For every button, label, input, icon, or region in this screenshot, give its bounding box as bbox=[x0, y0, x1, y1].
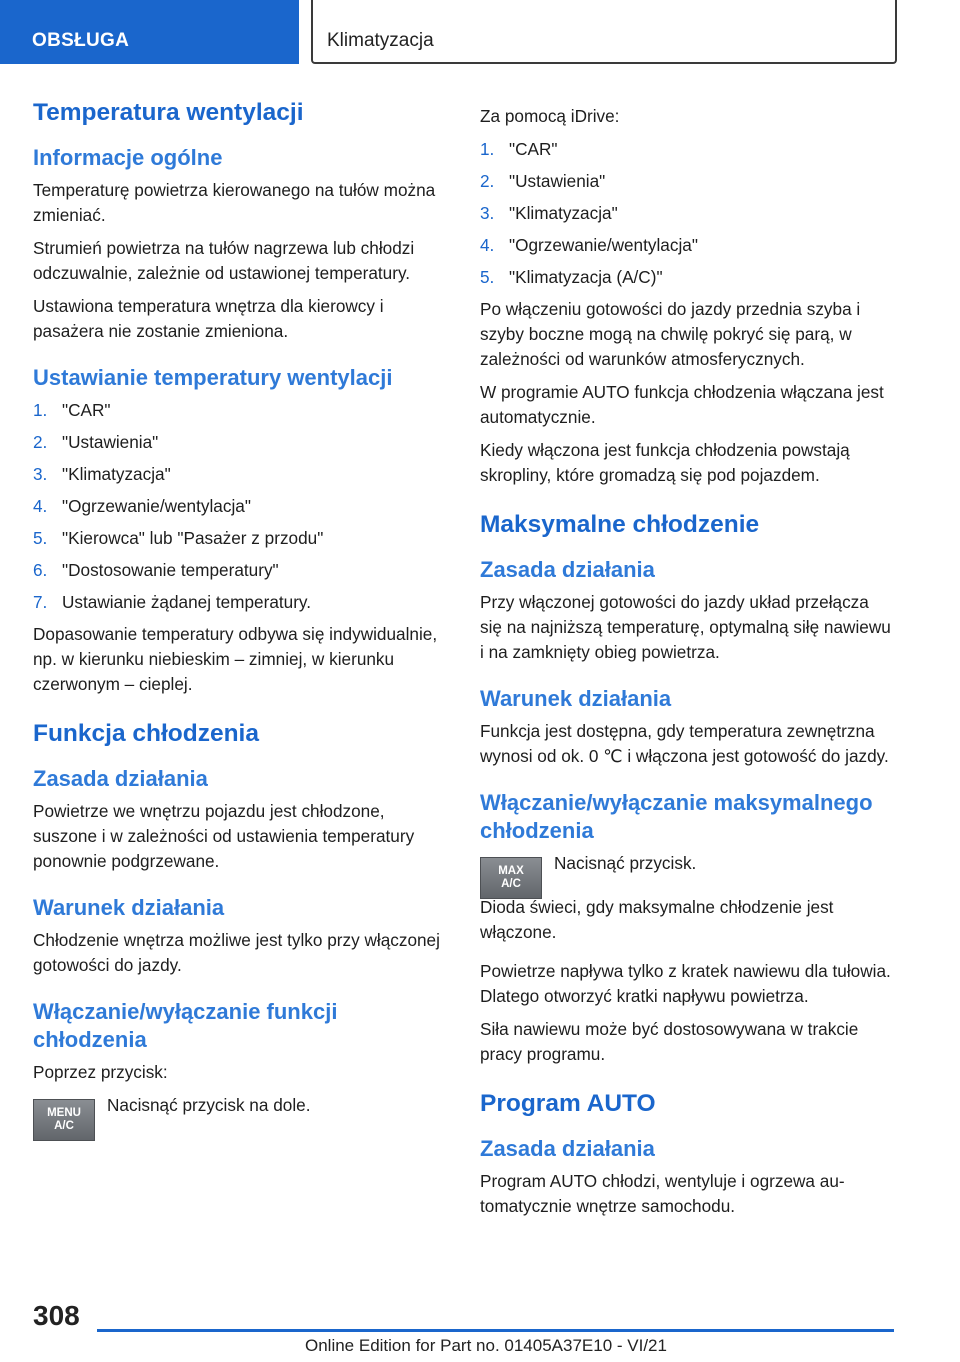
step-text: "CAR" bbox=[62, 400, 111, 420]
paragraph: Temperaturę powietrza kierowanego na tułów można zmieniać. bbox=[33, 180, 436, 225]
paragraph: Siła nawiewu może być dostosowywana w trakcie pracy programu. bbox=[480, 1019, 859, 1064]
heading-condition: Warunek działania bbox=[33, 895, 225, 920]
paragraph: Przy włączonej gotowości do jazdy układ przełącza się na najniższą temperaturę, optymalną siłę nawiewu i na zamknięty obieg powietrza. bbox=[480, 592, 891, 662]
step-text: "Kierowca" lub "Pasażer z przodu" bbox=[62, 528, 324, 548]
page-number: 308 bbox=[33, 1300, 80, 1331]
header-section-tab bbox=[0, 0, 299, 64]
heading-principle: Zasada działania bbox=[33, 766, 208, 791]
paragraph: Kiedy włączona jest funkcja chłodzenia powstają skropliny, które gromadzą się pod pojazdem. bbox=[480, 440, 850, 485]
step-number: 1. bbox=[480, 139, 495, 159]
step-text: "Klimatyzacja (A/C)" bbox=[509, 267, 663, 287]
list-item bbox=[33, 398, 445, 423]
max-ac-button-row bbox=[480, 851, 894, 899]
paragraph: Chłodzenie wnętrza możliwe jest tylko przy włączonej gotowości do jazdy. bbox=[33, 930, 440, 975]
header-chapter-label: Klimatyzacja bbox=[327, 30, 434, 51]
paragraph: Strumień powietrza na tułów nagrzewa lub chłodzi odczuwalnie, zależnie od ustawionej temperatury. bbox=[33, 238, 415, 283]
paragraph: Poprzez przycisk: bbox=[33, 1062, 168, 1082]
heading-setting-ventilation-temperature: Ustawianie temperatury wentylacji bbox=[33, 365, 393, 390]
paragraph: Powietrze napływa tylko z kratek nawiewu dla tułowia. Dlatego otworzyć kratki napływu powietrza. bbox=[480, 961, 891, 1006]
heading-ventilation-temperature: Temperatura wentylacji bbox=[33, 99, 304, 126]
step-text: "CAR" bbox=[509, 139, 558, 159]
steps-list-left bbox=[33, 398, 445, 615]
list-item bbox=[33, 590, 445, 615]
list-item bbox=[33, 494, 445, 519]
list-item bbox=[33, 526, 445, 551]
paragraph: Dioda świeci, gdy maksymalne chłodzenie jest włączone. bbox=[480, 897, 834, 942]
list-item bbox=[33, 430, 445, 455]
max-ac-button-icon bbox=[480, 857, 542, 899]
heading-auto-program: Program AUTO bbox=[480, 1090, 656, 1117]
header-section-label: OBSŁUGA bbox=[32, 30, 130, 51]
step-text: "Ustawienia" bbox=[62, 432, 159, 452]
heading-max-cooling: Maksymalne chłodzenie bbox=[480, 511, 760, 538]
left-column bbox=[33, 98, 445, 1141]
step-number: 3. bbox=[480, 203, 495, 223]
list-item bbox=[33, 462, 445, 487]
step-number: 4. bbox=[480, 235, 495, 255]
paragraph: Nacisnąć przycisk na dole. bbox=[107, 1095, 311, 1115]
heading-cooling-function: Funkcja chłodzenia bbox=[33, 720, 259, 747]
list-item bbox=[480, 137, 894, 162]
step-text: "Ogrzewanie/wentylacja" bbox=[62, 496, 251, 516]
button-icon-label: MENU bbox=[47, 1107, 81, 1119]
step-number: 2. bbox=[33, 432, 48, 452]
steps-list-right bbox=[480, 137, 894, 290]
list-item bbox=[480, 233, 894, 258]
heading-max-cooling-on-off: Włączanie/wyłączanie maksymalnego chłodzenia bbox=[480, 790, 873, 843]
heading-principle: Zasada działania bbox=[480, 557, 655, 582]
step-text: "Klimatyzacja" bbox=[62, 464, 171, 484]
step-text: "Ustawienia" bbox=[509, 171, 606, 191]
step-number: 5. bbox=[480, 267, 495, 287]
list-item bbox=[480, 265, 894, 290]
step-number: 5. bbox=[33, 528, 48, 548]
step-text: "Ogrzewanie/wentylacja" bbox=[509, 235, 698, 255]
heading-principle: Zasada działania bbox=[480, 1136, 655, 1161]
step-text: Ustawianie żądanej temperatury. bbox=[62, 592, 312, 612]
step-number: 4. bbox=[33, 496, 48, 516]
step-text: "Dostosowanie temperatury" bbox=[62, 560, 279, 580]
paragraph: Po włączeniu gotowości do jazdy przednia szyba i szyby boczne mogą na chwilę pokryć się parą, w zależności od warunków atmosferycznych. bbox=[480, 299, 861, 369]
button-icon-label: A/C bbox=[501, 878, 521, 890]
heading-general-info: Informacje ogólne bbox=[33, 145, 223, 170]
button-icon-label: MAX bbox=[498, 865, 524, 877]
button-icon-label: A/C bbox=[54, 1120, 74, 1132]
menu-ac-button-row bbox=[33, 1093, 445, 1141]
paragraph: Za pomocą iDrive: bbox=[480, 106, 620, 126]
step-number: 1. bbox=[33, 400, 48, 420]
list-item bbox=[480, 169, 894, 194]
paragraph: W programie AUTO funkcja chłodzenia włączana jest automatycznie. bbox=[480, 382, 884, 427]
step-number: 6. bbox=[33, 560, 48, 580]
step-number: 2. bbox=[480, 171, 495, 191]
heading-condition: Warunek działania bbox=[480, 686, 672, 711]
paragraph: Funkcja jest dostępna, gdy temperatura zewnętrzna wynosi od ok. 0 ℃ i włączona jest gotowość do jazdy. bbox=[480, 721, 889, 766]
paragraph: Powietrze we wnętrzu pojazdu jest chłodzone, suszone i w zależności od ustawienia temperatury ponownie podgrzewane. bbox=[33, 801, 415, 871]
step-number: 7. bbox=[33, 592, 48, 612]
paragraph: Nacisnąć przycisk. bbox=[554, 853, 697, 873]
step-number: 3. bbox=[33, 464, 48, 484]
footer-divider bbox=[97, 1329, 894, 1332]
list-item bbox=[480, 201, 894, 226]
menu-ac-button-icon bbox=[33, 1099, 95, 1141]
paragraph: Ustawiona temperatura wnętrza dla kierowcy i pasażera nie zostanie zmieniona. bbox=[33, 296, 384, 341]
right-column bbox=[480, 104, 894, 1227]
paragraph: Dopasowanie temperatury odbywa się indywidualnie, np. w kierunku niebieskim – zimniej, w kierunku czerwonym – cieplej. bbox=[33, 624, 438, 694]
footer-edition: Online Edition for Part no. 01405A37E10 - VI/21 bbox=[305, 1336, 667, 1355]
heading-cooling-on-off: Włączanie/wyłączanie funkcji chłodzenia bbox=[33, 999, 338, 1052]
step-text: "Klimatyzacja" bbox=[509, 203, 618, 223]
header-chapter-tab bbox=[311, 0, 897, 64]
list-item bbox=[33, 558, 445, 583]
paragraph: Program AUTO chłodzi, wentyluje i ogrzewa automatycznie wnętrze samochodu. bbox=[480, 1171, 845, 1216]
